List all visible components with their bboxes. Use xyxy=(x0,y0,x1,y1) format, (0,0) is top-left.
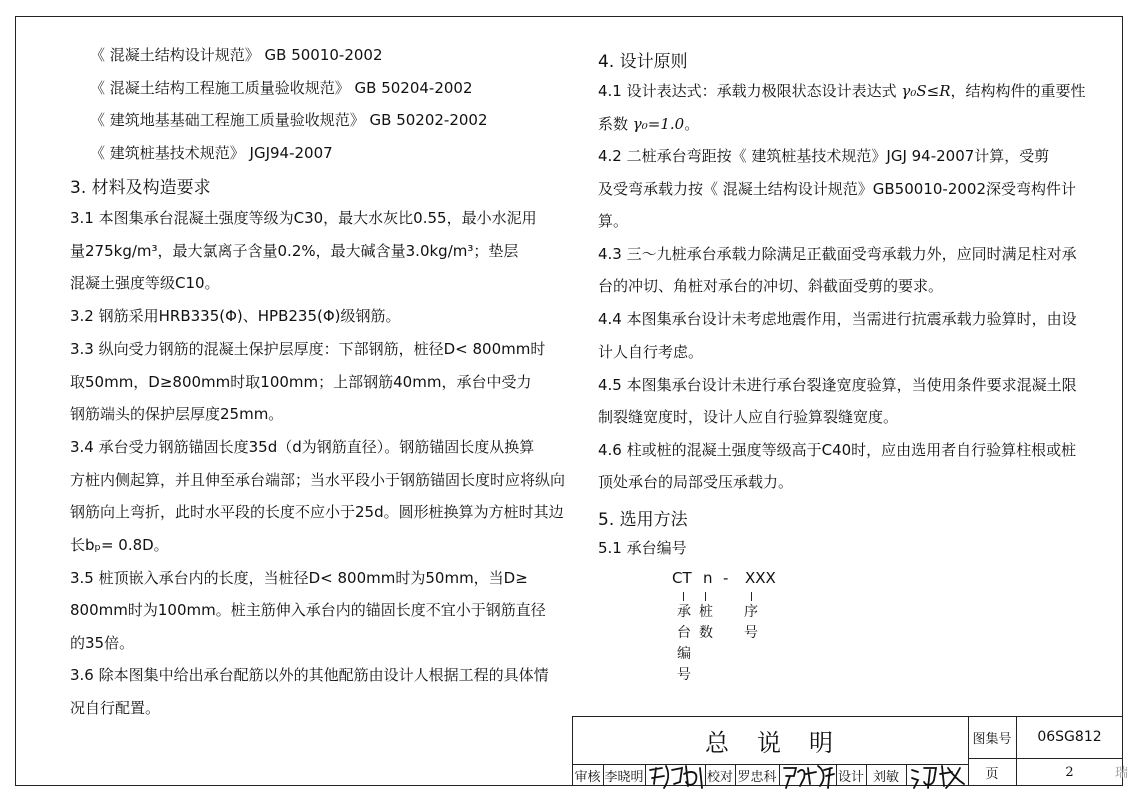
paragraph-line: 算。 xyxy=(598,212,629,230)
paragraph-line: 混凝土强度等级C10。 xyxy=(70,274,220,292)
design-label: 设计 xyxy=(837,769,864,785)
paragraph-line xyxy=(598,80,1086,101)
formula-intro: 4.1 设计表达式：承载力极限状态设计表达式 xyxy=(598,82,902,100)
paragraph-line xyxy=(598,113,699,134)
paragraph-line: 况自行配置。 xyxy=(70,699,161,717)
paragraph-line: 制裂缝宽度时，设计人应自行验算裂缝宽度。 xyxy=(598,408,899,426)
title-block-divider xyxy=(906,764,907,786)
reference-standard: 《 混凝土结构工程施工质量验收规范》 GB 50204-2002 xyxy=(90,79,473,97)
paragraph-line: 4.3 三～九桩承台承载力除满足正截面受弯承载力外，应同时满足柱对承 xyxy=(598,245,1077,263)
paragraph-line: 量275kg/m³，最大氯离子含量0.2%，最大碱含量3.0kg/m³；垫层 xyxy=(70,242,519,260)
subsection-heading: 5.1 承台编号 xyxy=(598,539,687,557)
checker-name: 罗忠科 xyxy=(737,769,777,785)
paragraph-line: 4.2 二桩承台弯距按《 建筑桩基技术规范》JGJ 94-2007计算，受剪 xyxy=(598,147,1050,165)
paragraph-line: 方桩内侧起算，并且伸至承台端部；当水平段小于钢筋锚固长度时应将纵向 xyxy=(70,471,566,489)
designer-signature xyxy=(908,760,968,792)
section-heading-5: 5. 选用方法 xyxy=(598,510,688,530)
code-pile-count: n xyxy=(703,569,713,587)
paragraph-line: 4.5 本图集承台设计未进行承台裂逢宽度验算，当使用条件要求混凝土限 xyxy=(598,376,1077,394)
leader-tick xyxy=(751,592,752,601)
designer-name: 刘敏 xyxy=(872,769,899,785)
formula-intro: 系数 xyxy=(598,115,633,133)
paragraph-line: 3.1 本图集承台混凝土强度等级为C30，最大水灰比0.55，最小水泥用 xyxy=(70,209,537,227)
code-dash: - xyxy=(723,569,729,587)
paragraph-line: 3.5 桩顶嵌入承台内的长度，当桩径D< 800mm时为50mm，当D≥ xyxy=(70,569,528,587)
paragraph-line: 取50mm，D≥800mm时取100mm；上部钢筋40mm，承台中受力 xyxy=(70,373,532,391)
section-heading-4: 4. 设计原则 xyxy=(598,52,688,72)
importance-factor: γ₀=1.0 xyxy=(632,115,685,133)
paragraph-line: 及受弯承载力按《 混凝土结构设计规范》GB50010-2002深受弯构件计 xyxy=(598,180,1076,198)
paragraph-line: 4.6 柱或桩的混凝土强度等级高于C40时，应由选用者自行验算柱根或桩 xyxy=(598,441,1077,459)
atlas-number-label: 图集号 xyxy=(972,731,1012,747)
section-heading-3: 3. 材料及构造要求 xyxy=(70,178,211,198)
paragraph-line: 的35倍。 xyxy=(70,634,135,652)
reference-standard: 《 混凝土结构设计规范》 GB 50010-2002 xyxy=(90,46,383,64)
paragraph-line: 顶处承台的局部受压承载力。 xyxy=(598,473,794,491)
label-serial-number: 序号 xyxy=(744,604,758,641)
design-formula: γ₀S≤R xyxy=(901,82,951,100)
label-pile-count: 桩数 xyxy=(699,604,713,641)
atlas-number: 06SG812 xyxy=(1037,729,1102,745)
paragraph-line: 4.4 本图集承台设计未考虑地震作用，当需进行抗震承载力验算时，由设 xyxy=(598,310,1077,328)
paragraph-line: 钢筋向上弯折，此时水平段的长度不应小于25d。圆形桩换算为方桩时其边 xyxy=(70,503,564,521)
formula-tail: 。 xyxy=(684,115,700,133)
paragraph-line: 3.4 承台受力钢筋锚固长度35d（d为钢筋直径）。钢筋锚固长度从换算 xyxy=(70,438,535,456)
code-prefix: CT xyxy=(672,569,692,587)
page-label: 页 xyxy=(985,766,999,782)
label-cap-number: 承台编号 xyxy=(677,604,691,683)
paragraph-line: 台的冲切、角桩对承台的冲切、斜截面受剪的要求。 xyxy=(598,277,944,295)
review-label: 审核 xyxy=(574,769,601,785)
paragraph-line: 3.6 除本图集中给出承台配筋以外的其他配筋由设计人根据工程的具体情 xyxy=(70,666,549,684)
reference-standard: 《 建筑桩基技术规范》 JGJ94-2007 xyxy=(90,144,333,162)
paragraph-line: 长bₚ= 0.8D。 xyxy=(70,536,169,554)
leader-tick xyxy=(705,592,706,601)
paragraph-line: 3.2 钢筋采用HRB335(Φ)、HPB235(Φ)级钢筋。 xyxy=(70,307,401,325)
check-label: 校对 xyxy=(706,769,733,785)
paragraph-line: 3.3 纵向受力钢筋的混凝土保护层厚度：下部钢筋，桩径D< 800mm时 xyxy=(70,340,546,358)
paragraph-line: 计人自行考虑。 xyxy=(598,343,704,361)
checker-signature xyxy=(780,760,836,792)
page-number: 2 xyxy=(1065,764,1074,780)
paragraph-line: 800mm时为100mm。桩主筋伸入承台内的锚固长度不宜小于钢筋直径 xyxy=(70,601,546,619)
reviewer-signature xyxy=(646,760,706,792)
reviewer-name: 李晓明 xyxy=(604,769,644,785)
sheet-title: 总 说 明 xyxy=(705,728,835,757)
corner-stamp: 瑞 xyxy=(1115,766,1129,781)
reference-standard: 《 建筑地基基础工程施工质量验收规范》 GB 50202-2002 xyxy=(90,111,488,129)
paragraph-line: 钢筋端头的保护层厚度25mm。 xyxy=(70,405,284,423)
formula-tail: ，结构构件的重要性 xyxy=(950,82,1086,100)
leader-tick xyxy=(683,592,684,601)
code-serial: XXX xyxy=(745,569,776,587)
